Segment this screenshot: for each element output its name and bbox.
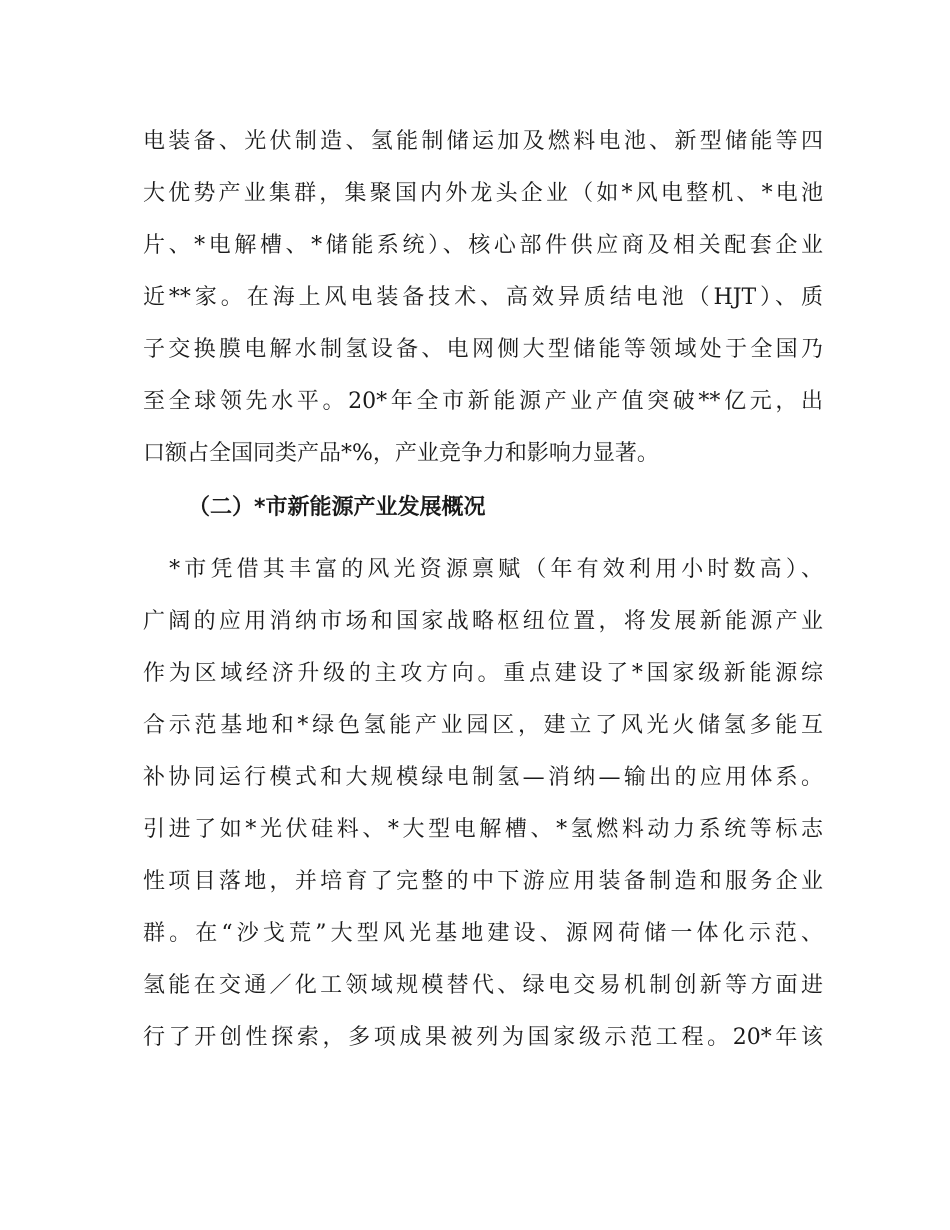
paragraph1-line-4: 近**家。在海上风电装备技术、高效异质结电池（HJT）、质 bbox=[143, 285, 823, 310]
paragraph1-line-2: 大优势产业集群，集聚国内外龙头企业（如*风电整机、*电池 bbox=[143, 181, 823, 206]
paragraph2-line-5: 补协同运行模式和大规模绿电制氢—消纳—输出的应用体系。 bbox=[143, 765, 823, 790]
section-heading: （二）*市新能源产业发展概况 bbox=[188, 495, 486, 520]
paragraph2-line-3: 作为区域经济升级的主攻方向。重点建设了*国家级新能源综 bbox=[143, 661, 823, 686]
paragraph1-line-5: 子交换膜电解水制氢设备、电网侧大型储能等领域处于全国乃 bbox=[143, 337, 823, 362]
paragraph1-line-3: 片、*电解槽、*储能系统）、核心部件供应商及相关配套企业 bbox=[143, 233, 823, 258]
paragraph1-line-1: 电装备、光伏制造、氢能制储运加及燃料电池、新型储能等四 bbox=[143, 129, 823, 154]
paragraph2-line-1: *市凭借其丰富的风光资源禀赋（年有效利用小时数高）、 bbox=[143, 557, 823, 582]
paragraph2-line-7: 性项目落地，并培育了完整的中下游应用装备制造和服务企业 bbox=[143, 869, 823, 894]
paragraph2-line-8: 群。在“沙戈荒”大型风光基地建设、源网荷储一体化示范、 bbox=[143, 921, 823, 946]
paragraph1-line-7: 口额占全国同类产品*%，产业竞争力和影响力显著。 bbox=[143, 441, 659, 466]
paragraph2-line-2: 广阔的应用消纳市场和国家战略枢纽位置，将发展新能源产业 bbox=[143, 609, 823, 634]
paragraph1-line-6: 至全球领先水平。20*年全市新能源产业产值突破**亿元，出 bbox=[143, 389, 823, 414]
paragraph2-line-10: 行了开创性探索，多项成果被列为国家级示范工程。20*年该 bbox=[143, 1025, 823, 1050]
paragraph2-line-9: 氢能在交通／化工领域规模替代、绿电交易机制创新等方面进 bbox=[143, 973, 823, 998]
paragraph2-line-6: 引进了如*光伏硅料、*大型电解槽、*氢燃料动力系统等标志 bbox=[143, 817, 823, 842]
paragraph2-line-4: 合示范基地和*绿色氢能产业园区，建立了风光火储氢多能互 bbox=[143, 713, 823, 738]
